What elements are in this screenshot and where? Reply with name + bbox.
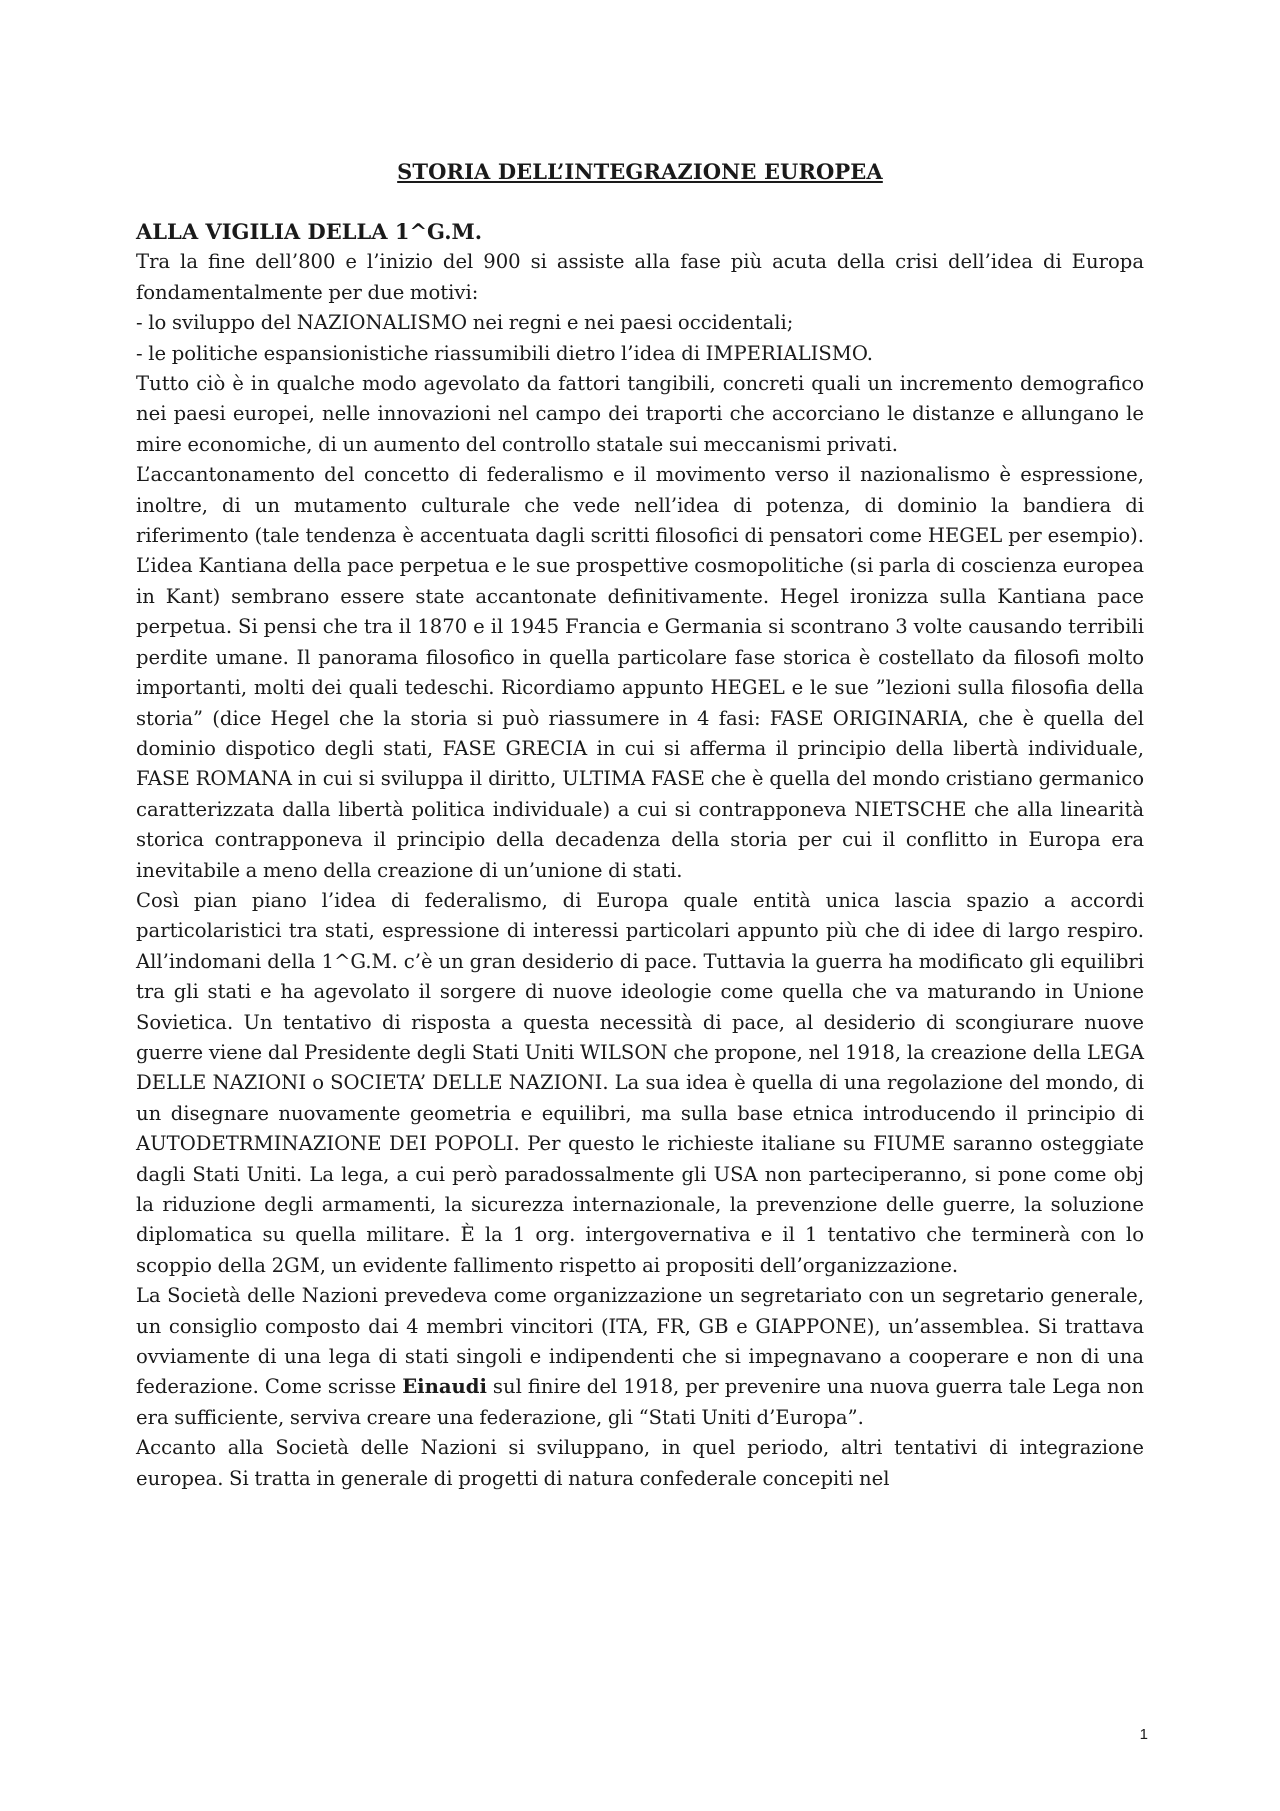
list-item-imperialismo: - le politiche espansionistiche riassumibili dietro l’idea di IMPERIALISMO. <box>136 341 873 365</box>
einaudi-text-before: La Società delle Nazioni prevedeva come organizzazione un segretariato con un segretario generale, un consiglio composto dai 4 membri vincitori (ITA, FR, GB e GIAPPONE), un’assemblea. Si trattava ovviamente di una lega di stati singoli e indipendenti che si impegnavano a cooperare e non di una federazione. Come scrisse <box>136 1284 1144 1399</box>
paragraph-lega-nazioni: Così pian piano l’idea di federalismo, di Europa quale entità unica lascia spazio a accordi particolaristici tra stati, espressione di interessi particolari appunto più che di idee di largo respiro. All’indomani della 1^G.M. c’è un gran desiderio di pace. Tuttavia la guerra ha modificato gli equilibri tra gli stati e ha agevolato il sorgere di nuove ideologie come quella che va maturando in Unione Sovietica. Un tentativo di risposta a questa necessità di pace, al desiderio di scongiurare nuove guerre viene dal Presidente degli Stati Uniti WILSON che propone, nel 1918, la creazione della LEGA DELLE NAZIONI o SOCIETA’ DELLE NAZIONI. La sua idea è quella di una regolazione del mondo, di un disegnare nuovamente geometria e equilibri, ma sulla base etnica introducendo il principio di AUTODETRMINAZIONE DEI POPOLI. Per questo le richieste italiane su FIUME saranno osteggiate dagli Stati Uniti. La lega, a cui però paradossalmente gli USA non parteciperanno, si pone come obj la riduzione degli armamenti, la sicurezza internazionale, la prevenzione delle guerre, la soluzione diplomatica su quella militare. È la 1 org. intergovernativa e il 1 tentativo che terminerà con lo scoppio della 2GM, un evidente fallimento rispetto ai propositi dell’organizzazione. <box>136 888 1144 1277</box>
paragraph-tentativi-integrazione: Accanto alla Società delle Nazioni si sviluppano, in quel periodo, altri tentativi di integrazione europea. Si tratta in generale di progetti di natura confederale concepiti nel <box>136 1436 1144 1490</box>
einaudi-text-after: sul finire del 1918, per prevenire una nuova guerra tale Lega non era sufficiente, serviva creare una federazione, gli “Stati Uniti d’Europa”. <box>136 1375 1144 1429</box>
document-body <box>136 217 1144 1494</box>
document-title: STORIA DELL’INTEGRAZIONE EUROPEA <box>397 159 883 184</box>
list-item-nazionalismo: - lo sviluppo del NAZIONALISMO nei regni e nei paesi occidentali; <box>136 311 794 335</box>
page-number: 1 <box>1139 1726 1148 1743</box>
paragraph-fattori: Tutto ciò è in qualche modo agevolato da fattori tangibili, concreti quali un incremento demografico nei paesi europei, nelle innovazioni nel campo dei traporti che accorciano le distanze e allungano le mire economiche, di un aumento del controllo statale sui meccanismi privati. <box>136 372 1144 456</box>
section-heading: ALLA VIGILIA DELLA 1^G.M. <box>136 219 483 244</box>
paragraph-intro: Tra la fine dell’800 e l’inizio del 900 si assiste alla fase più acuta della crisi dell’idea di Europa fondamentalmente per due motivi: <box>136 250 1144 304</box>
paragraph-societa-nazioni <box>136 1281 1144 1433</box>
einaudi-name: Einaudi <box>402 1375 487 1399</box>
paragraph-federalismo-hegel: L’accantonamento del concetto di federalismo e il movimento verso il nazionalismo è espressione, inoltre, di un mutamento culturale che vede nell’idea di potenza, di dominio la bandiera di riferimento (tale tendenza è accentuata dagli scritti filosofici di pensatori come HEGEL per esempio). L’idea Kantiana della pace perpetua e le sue prospettive cosmopolitiche (si parla di coscienza europea in Kant) sembrano essere state accantonate definitivamente. Hegel ironizza sulla Kantiana pace perpetua. Si pensi che tra il 1870 e il 1945 Francia e Germania si scontrano 3 volte causando terribili perdite umane. Il panorama filosofico in quella particolare fase storica è costellato da filosofi molto importanti, molti dei quali tedeschi. Ricordiamo appunto HEGEL e le sue ”lezioni sulla filosofia della storia” (dice Hegel che la storia si può riassumere in 4 fasi: FASE ORIGINARIA, che è quella del dominio dispotico degli stati, FASE GRECIA in cui si afferma il principio della libertà individuale, FASE ROMANA in cui si sviluppa il diritto, ULTIMA FASE che è quella del mondo cristiano germanico caratterizzata dalla libertà politica individuale) a cui si contrapponeva NIETSCHE che alla linearità storica contrapponeva il principio della decadenza della storia per cui il conflitto in Europa era inevitabile a meno della creazione di un’unione di stati. <box>136 463 1144 882</box>
